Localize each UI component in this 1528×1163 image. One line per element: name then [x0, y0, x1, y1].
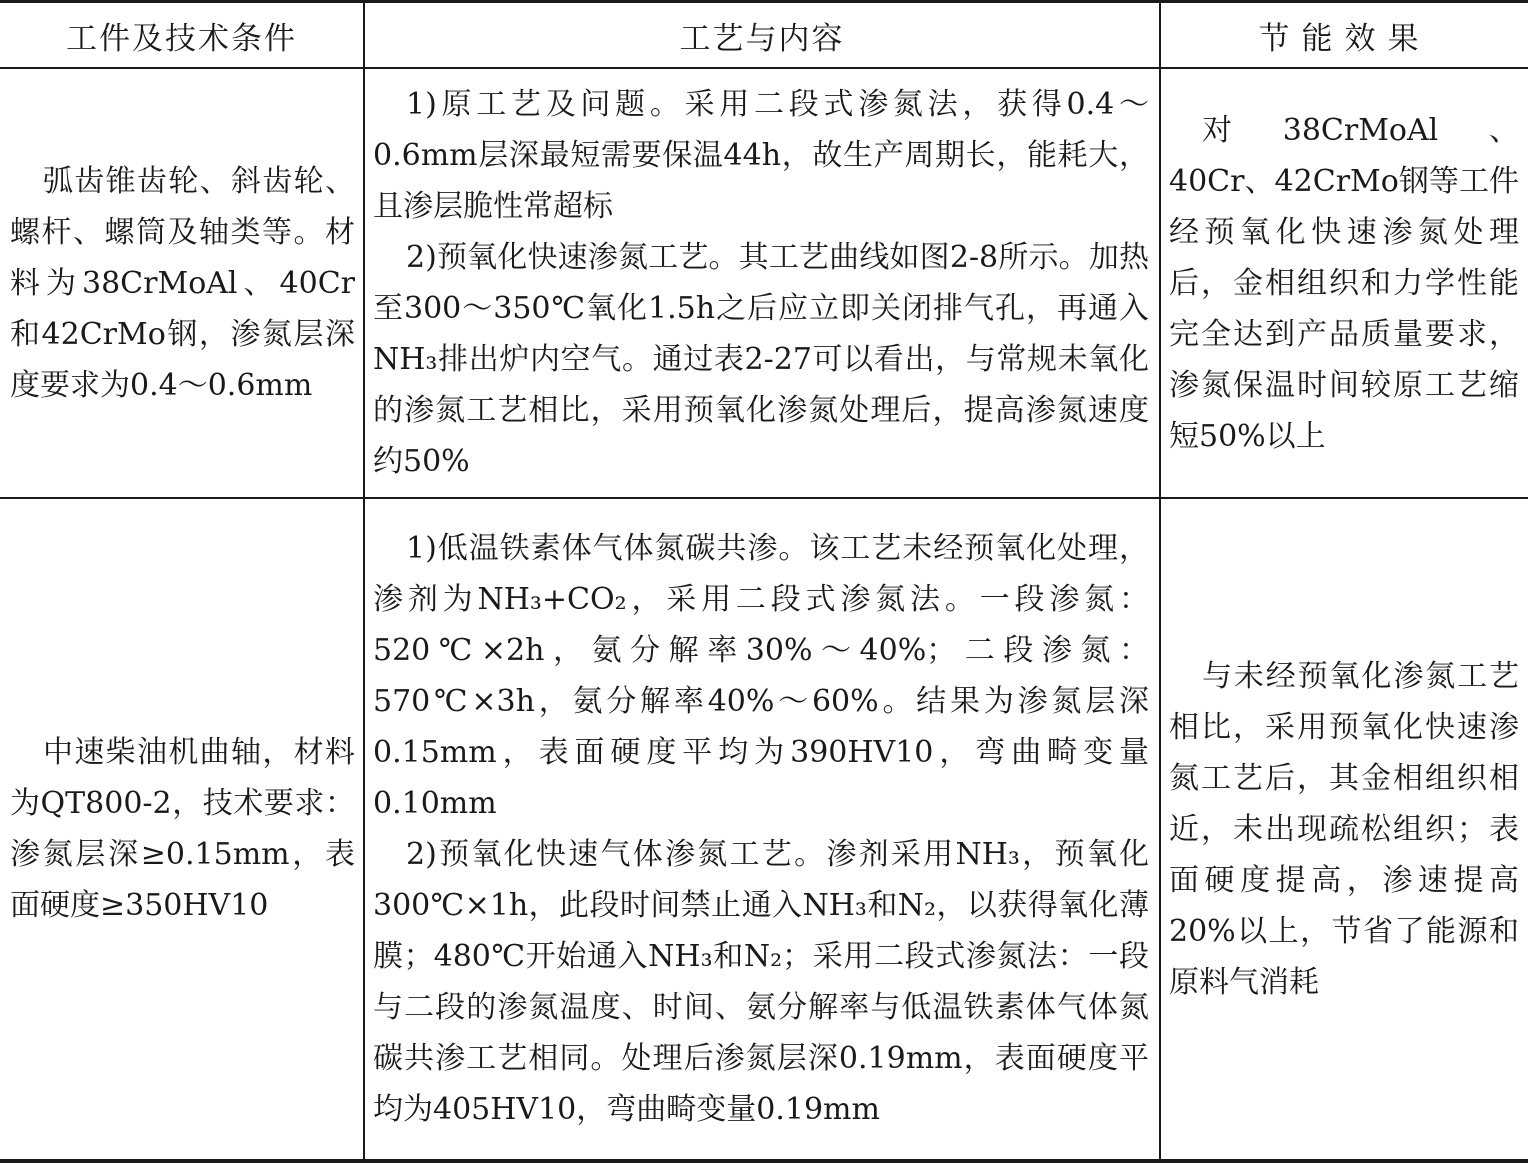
table-cell-process [373, 69, 1149, 497]
workpiece-text: 弧齿锥齿轮、斜齿轮、螺杆、螺筒及轴类等。材料为38CrMoAl、40Cr和42CrMo钢，渗氮层深度要求为0.4～0.6mm [10, 163, 355, 403]
effect-text: 对38CrMoAl、40Cr、42CrMo钢等工件经预氧化快速渗氮处理后，金相组织和力学性能完全达到产品质量要求，渗氮保温时间较原工艺缩短50%以上 [1169, 112, 1519, 454]
column-divider [1159, 0, 1161, 1160]
table-bottom-rule [0, 1159, 1528, 1163]
header-process: 工艺与内容 [679, 20, 845, 57]
table-cell-workpiece [10, 69, 355, 497]
header-workpiece: 工件及技术条件 [66, 20, 297, 57]
table-cell-process [373, 499, 1149, 1159]
table-cell-workpiece [10, 499, 355, 1159]
table-cell-effect [1169, 499, 1519, 1159]
column-divider [363, 0, 365, 1160]
process-step-1: 1)低温铁素体气体氮碳共渗。该工艺未经预氧化处理，渗剂为NH₃+CO₂，采用二段式渗氮法。一段渗氮：520℃×2h，氨分解率30%～40%；二段渗氮：570℃×3h，氨分解率40%～60%。结果为渗氮层深0.15mm，表面硬度平均为390HV10，弯曲畸变量0.10mm [373, 531, 1149, 821]
table-cell-effect [1169, 69, 1519, 497]
header-effect: 节能效果 [1258, 20, 1431, 57]
process-step-1: 1)原工艺及问题。采用二段式渗氮法，获得0.4～0.6mm层深最短需要保温44h，故生产周期长，能耗大，且渗层脆性常超标 [373, 87, 1149, 224]
process-step-2: 2)预氧化快速渗氮工艺。其工艺曲线如图2-8所示。加热至300～350℃氧化1.5h之后应立即关闭排气孔，再通入NH₃排出炉内空气。通过表2-27可以看出，与常规未氧化的渗氮工艺相比，采用预氧化渗氮处理后，提高渗氮速度约50% [373, 240, 1149, 479]
workpiece-text: 中速柴油机曲轴，材料为QT800-2，技术要求：渗氮层深≥0.15mm，表面硬度≥350HV10 [10, 735, 355, 923]
process-step-2: 2)预氧化快速气体渗氮工艺。渗剂采用NH₃，预氧化300℃×1h，此段时间禁止通入NH₃和N₂，以获得氧化薄膜；480℃开始通入NH₃和N₂；采用二段式渗氮法：一段与二段的渗氮温度、时间、氨分解率与低温铁素体气体氮碳共渗工艺相同。处理后渗氮层深0.19mm，表面硬度平均为405HV10，弯曲畸变量0.19mm [373, 837, 1149, 1127]
effect-text: 与未经预氧化渗氮工艺相比，采用预氧化快速渗氮工艺后，其金相组织相近，未出现疏松组织；表面硬度提高，渗速提高20%以上，节省了能源和原料气消耗 [1169, 658, 1519, 1000]
